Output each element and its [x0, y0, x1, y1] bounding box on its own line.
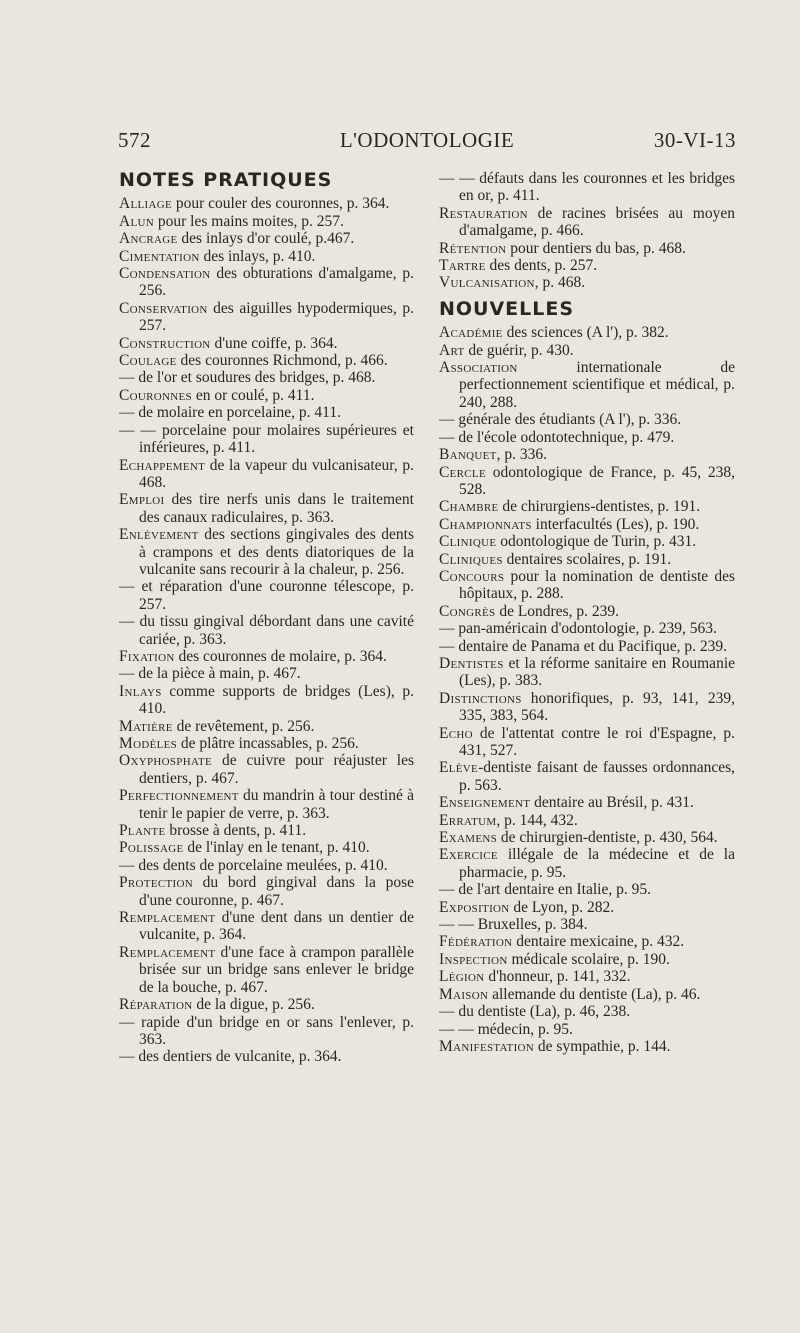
entry-text: des couronnes Richmond, p. 466.	[176, 352, 388, 370]
issue-date: 30-VI-13	[653, 128, 736, 152]
entry-text: de guérir, p. 430.	[464, 341, 574, 359]
index-entry	[439, 916, 735, 933]
entry-text: des sections gingivales des dents à crampons et des dents diatoriques de la vulcanite sans recourir à la chaleur, p. 256.	[139, 526, 414, 578]
entry-text: — — porcelaine pour molaires supérieures et inférieures, p. 411.	[119, 421, 414, 457]
index-entry	[439, 812, 735, 829]
index-entry	[119, 352, 414, 369]
journal-title: L'ODONTOLOGIE	[339, 128, 515, 152]
entry-text: de Lyon, p. 282.	[509, 898, 615, 916]
entry-keyword: Condensation	[119, 265, 211, 283]
entry-text: d'une face à crampon parallèle brisée sur un bridge sans enlever le bridge de la bouche, p. 467.	[139, 943, 414, 996]
entry-text: dentaires scolaires, p. 191.	[502, 550, 672, 568]
entry-keyword: Enseignement	[439, 794, 531, 812]
entry-keyword: Protection	[119, 874, 193, 892]
entry-keyword: Tartre	[439, 257, 486, 275]
entry-text: d'une coiffe, p. 364.	[210, 334, 338, 352]
left-column	[119, 170, 414, 1066]
right-entry-list	[439, 324, 735, 1055]
index-entry	[119, 300, 414, 335]
entry-text: médicale scolaire, p. 190.	[507, 950, 670, 968]
entry-text: de racines brisées au moyen d'amalgame, p. 466.	[459, 204, 735, 240]
right-column	[439, 170, 735, 1055]
entry-keyword: Rétention	[439, 239, 507, 257]
entry-keyword: Inlays	[119, 682, 162, 700]
entry-keyword: Association	[439, 359, 518, 377]
entry-keyword: Exposition	[439, 898, 510, 916]
entry-keyword: Fédération	[439, 933, 513, 951]
entry-text: allemande du dentiste (La), p. 46.	[488, 985, 701, 1003]
index-entry	[439, 1021, 735, 1038]
entry-text: des couronnes de molaire, p. 364.	[174, 647, 387, 665]
index-entry	[119, 683, 414, 718]
entry-text: — pan-américain d'odontologie, p. 239, 563.	[439, 620, 717, 638]
entry-keyword: Emploi	[119, 491, 165, 509]
entry-text: — de molaire en porcelaine, p. 411.	[119, 404, 341, 422]
entry-keyword: Cliniques	[439, 550, 503, 568]
entry-keyword: Construction	[119, 334, 211, 352]
entry-keyword: Légion	[439, 968, 485, 986]
index-entry	[439, 759, 735, 794]
index-entry	[119, 1014, 414, 1049]
index-entry	[439, 324, 735, 341]
index-entry	[439, 498, 735, 515]
index-entry	[119, 839, 414, 856]
section-title-nouvelles: NOUVELLES	[439, 297, 575, 320]
index-entry	[119, 578, 414, 613]
entry-text: — de l'or et soudures des bridges, p. 468.	[119, 369, 376, 387]
entry-keyword: Alliage	[119, 195, 173, 213]
entry-keyword: Congrès	[439, 602, 496, 620]
entry-keyword: Chambre	[439, 498, 499, 516]
entry-keyword: Restauration	[439, 204, 528, 222]
entry-keyword: Maison	[439, 985, 489, 1003]
index-entry	[119, 822, 414, 839]
entry-keyword: Echo	[439, 724, 473, 742]
entry-text: honorifiques, p. 93, 141, 239, 335, 383, 564.	[459, 689, 735, 725]
entry-text: — de la pièce à main, p. 467.	[119, 665, 301, 683]
entry-text: — du tissu gingival débordant dans une cavité cariée, p. 363.	[119, 613, 414, 648]
entry-text: de chirurgiens-dentistes, p. 191.	[498, 498, 701, 516]
index-entry	[439, 446, 735, 463]
entry-text: des inlays, p. 410.	[199, 247, 316, 265]
index-entry	[439, 655, 735, 690]
index-entry	[439, 725, 735, 760]
index-entry	[439, 638, 735, 655]
index-entry	[439, 170, 735, 205]
entry-text: — — défauts dans les couronnes et les bridges en or, p. 411.	[439, 170, 735, 205]
index-entry	[439, 464, 735, 499]
index-entry	[119, 874, 414, 909]
entry-keyword: Vulcanisation	[439, 274, 535, 292]
entry-keyword: Matière	[119, 717, 173, 735]
index-entry	[439, 968, 735, 985]
page-number: 572	[118, 128, 151, 152]
entry-keyword: Polissage	[119, 839, 184, 857]
entry-keyword: Perfectionnement	[119, 787, 239, 805]
index-entry	[119, 213, 414, 230]
index-entry	[119, 735, 414, 752]
index-entry	[439, 359, 735, 411]
entry-text: internationale de perfectionnement scientifique et médical, p. 240, 288.	[459, 359, 735, 411]
entry-text: odontologique de Turin, p. 431.	[496, 533, 697, 551]
entry-text: — et réparation d'une couronne télescope, p. 257.	[119, 578, 414, 613]
right-continued-entry-list	[439, 170, 735, 292]
entry-text: — — Bruxelles, p. 384.	[439, 916, 588, 934]
entry-keyword: Conservation	[119, 299, 208, 317]
index-entry	[439, 342, 735, 359]
entry-text: de l'inlay en le tenant, p. 410.	[183, 839, 370, 857]
section-title-notes-pratiques: NOTES PRATIQUES	[119, 169, 333, 191]
entry-keyword: Manifestation	[439, 1037, 535, 1055]
entry-keyword: Elève	[439, 759, 479, 777]
index-entry	[119, 857, 414, 874]
index-entry	[439, 986, 735, 1003]
index-entry	[439, 620, 735, 637]
entry-text: , p. 336.	[496, 446, 548, 464]
index-entry	[119, 752, 414, 787]
entry-text: de l'attentat contre le roi d'Espagne, p. 431, 527.	[459, 724, 735, 759]
entry-text: — de l'école odontotechnique, p. 479.	[439, 428, 675, 446]
entry-text: dentaire au Brésil, p. 431.	[530, 794, 694, 812]
index-entry	[119, 404, 414, 421]
entry-text: des dents, p. 257.	[485, 257, 598, 275]
entry-text: — rapide d'un bridge en or sans l'enlever, p. 363.	[119, 1013, 414, 1048]
entry-text: des tire nerfs unis dans le traitement des canaux radiculaires, p. 363.	[139, 491, 414, 526]
entry-text: de revêtement, p. 256.	[172, 717, 315, 735]
index-entry	[439, 516, 735, 533]
entry-keyword: Championnats	[439, 515, 532, 533]
index-entry	[439, 411, 735, 428]
entry-text: — générale des étudiants (A l'), p. 336.	[439, 411, 682, 429]
entry-keyword: Art	[439, 341, 465, 359]
entry-text: , p. 144, 432.	[496, 811, 578, 829]
entry-keyword: Concours	[439, 567, 505, 585]
index-entry	[119, 1048, 414, 1065]
index-entry	[439, 829, 735, 846]
index-entry	[119, 422, 414, 457]
index-entry	[439, 846, 735, 881]
entry-keyword: Réparation	[119, 996, 193, 1014]
index-entry	[439, 1003, 735, 1020]
entry-keyword: Plante	[119, 822, 166, 840]
entry-text: de la digue, p. 256.	[192, 996, 315, 1014]
index-entry	[119, 387, 414, 404]
index-entry	[119, 648, 414, 665]
entry-text: dentaire mexicaine, p. 432.	[512, 933, 685, 951]
entry-text: comme supports de bridges (Les), p. 410.	[139, 682, 414, 718]
index-entry	[439, 551, 735, 568]
entry-text: de la vapeur du vulcanisateur, p. 468.	[139, 456, 414, 491]
index-entry	[439, 533, 735, 550]
index-entry	[119, 195, 414, 212]
entry-keyword: Ancrage	[119, 230, 178, 248]
entry-keyword: Fixation	[119, 647, 175, 665]
index-entry	[119, 944, 414, 996]
entry-text: d'une dent dans un dentier de vulcanite, p. 364.	[139, 909, 414, 944]
index-entry	[439, 240, 735, 257]
index-entry	[119, 369, 414, 386]
entry-keyword: Distinctions	[439, 689, 522, 707]
entry-text: de chirurgien-dentiste, p. 430, 564.	[497, 829, 718, 847]
entry-keyword: Erratum	[439, 811, 497, 829]
index-entry	[119, 335, 414, 352]
entry-keyword: Remplacement	[119, 909, 216, 927]
index-entry	[439, 429, 735, 446]
index-entry	[119, 230, 414, 247]
entry-keyword: Exercice	[439, 846, 498, 864]
entry-keyword: Oxyphosphate	[119, 752, 213, 770]
index-entry	[439, 899, 735, 916]
index-entry	[119, 526, 414, 578]
entry-text: des aiguilles hypodermiques, p. 257.	[139, 299, 414, 335]
entry-keyword: Cercle	[439, 463, 486, 481]
index-entry	[439, 257, 735, 274]
index-entry	[119, 909, 414, 944]
running-header	[118, 128, 736, 156]
index-entry	[119, 996, 414, 1013]
entry-text: pour couler des couronnes, p. 364.	[172, 195, 390, 213]
entry-text: en or coulé, p. 411.	[191, 386, 315, 404]
index-entry	[439, 603, 735, 620]
entry-keyword: Inspection	[439, 950, 508, 968]
entry-text: du mandrin à tour destiné à tenir le papier de verre, p. 363.	[139, 787, 414, 822]
entry-text: des obturations d'amalgame, p. 256.	[139, 265, 414, 300]
entry-text: — — médecin, p. 95.	[439, 1020, 573, 1038]
index-entry	[119, 248, 414, 265]
entry-keyword: Banquet	[439, 446, 497, 464]
entry-text: du bord gingival dans la pose d'une couronne, p. 467.	[139, 874, 414, 909]
entry-keyword: Clinique	[439, 533, 497, 551]
entry-keyword: Coulage	[119, 352, 177, 370]
index-entry	[439, 933, 735, 950]
entry-text: — du dentiste (La), p. 46, 238.	[439, 1003, 631, 1021]
left-entry-list	[119, 195, 414, 1065]
entry-text: et la réforme sanitaire en Roumanie (Les), p. 383.	[459, 654, 735, 690]
entry-keyword: Couronnes	[119, 386, 192, 404]
entry-keyword: Enlèvement	[119, 526, 199, 544]
index-entry	[439, 690, 735, 725]
entry-text: — des dents de porcelaine meulées, p. 410.	[119, 856, 388, 874]
entry-text: odontologique de France, p. 45, 238, 528.	[459, 463, 735, 498]
index-entry	[439, 881, 735, 898]
entry-keyword: Dentistes	[439, 654, 504, 672]
entry-text: pour les mains moites, p. 257.	[154, 212, 344, 230]
index-entry	[439, 274, 735, 291]
entry-keyword: Echappement	[119, 456, 206, 474]
entry-text: d'honneur, p. 141, 332.	[484, 968, 631, 986]
index-entry	[439, 1038, 735, 1055]
entry-text: , p. 468.	[534, 274, 586, 292]
entry-text: pour la nomination de dentiste des hôpitaux, p. 288.	[459, 567, 735, 603]
index-entry	[439, 951, 735, 968]
entry-keyword: Cimentation	[119, 247, 200, 265]
entry-text: pour dentiers du bas, p. 468.	[506, 239, 686, 257]
index-entry	[119, 613, 414, 648]
index-entry	[439, 205, 735, 240]
entry-text: de cuivre pour réajuster les dentiers, p. 467.	[139, 752, 414, 787]
entry-text: illégale de la médecine et de la pharmacie, p. 95.	[459, 846, 735, 881]
index-entry	[439, 794, 735, 811]
entry-text: brosse à dents, p. 411.	[165, 822, 307, 840]
index-entry	[119, 457, 414, 492]
entry-text: de Londres, p. 239.	[495, 602, 619, 620]
entry-keyword: Alun	[119, 212, 155, 230]
entry-keyword: Remplacement	[119, 943, 216, 961]
index-entry	[439, 568, 735, 603]
index-entry	[119, 491, 414, 526]
index-entry	[119, 265, 414, 300]
entry-text: des sciences (A l'), p. 382.	[502, 324, 669, 342]
entry-keyword: Académie	[439, 324, 503, 342]
entry-text: -dentiste faisant de fausses ordonnances, p. 563.	[459, 759, 735, 794]
index-entry	[119, 718, 414, 735]
index-entry	[119, 787, 414, 822]
entry-text: interfacultés (Les), p. 190.	[531, 515, 700, 533]
index-entry	[119, 665, 414, 682]
entry-text: de plâtre incassables, p. 256.	[177, 735, 359, 752]
entry-text: de sympathie, p. 144.	[534, 1037, 671, 1055]
entry-text: — de l'art dentaire en Italie, p. 95.	[439, 881, 651, 899]
entry-keyword: Examens	[439, 829, 498, 847]
entry-text: — dentaire de Panama et du Pacifique, p. 239.	[439, 637, 727, 655]
entry-text: des inlays d'or coulé, p.467.	[177, 230, 355, 248]
entry-keyword: Modèles	[119, 735, 178, 752]
entry-text: — des dentiers de vulcanite, p. 364.	[119, 1048, 342, 1066]
